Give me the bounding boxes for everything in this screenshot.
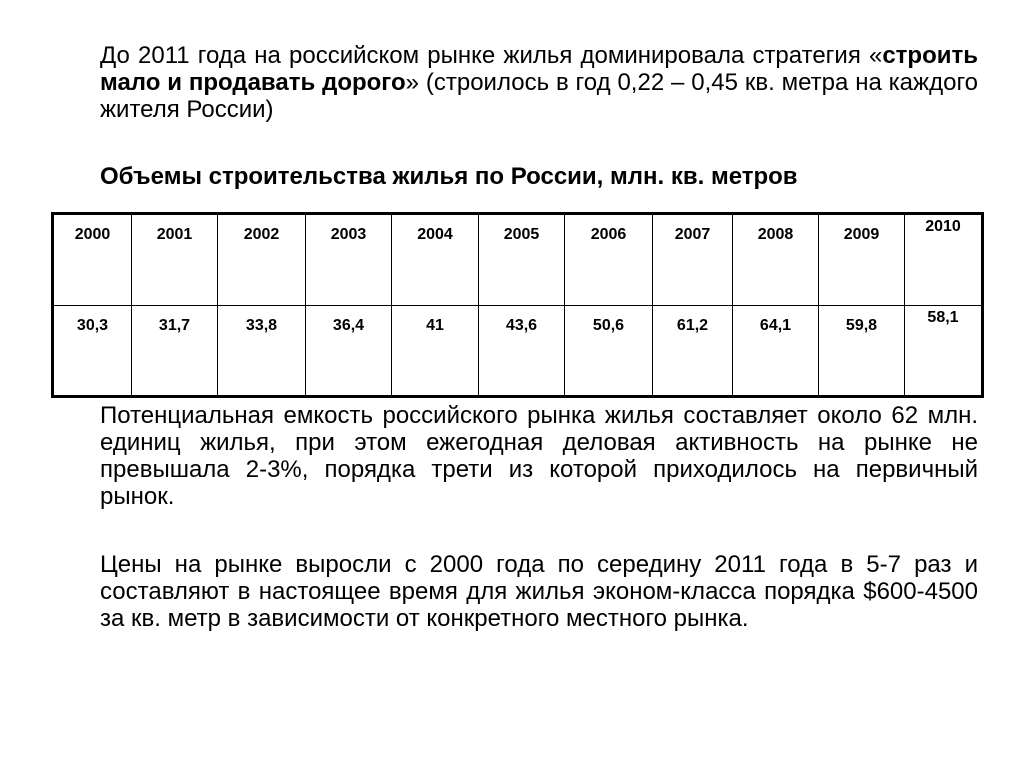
value-cell: 41 — [392, 306, 479, 397]
market-capacity-paragraph: Потенциальная емкость российского рынка жилья составляет около 62 млн. единиц жилья, при этом ежегодная деловая активность на рынке не превышала 2-3%, порядка трети из которой приходилось на первичный рынок. — [100, 402, 978, 510]
year-cell: 2006 — [565, 214, 653, 306]
value-row — [53, 306, 983, 397]
value-cell: 43,6 — [479, 306, 565, 397]
table-title: Объемы строительства жилья по России, млн. кв. метров — [100, 163, 798, 190]
value-cell: 50,6 — [565, 306, 653, 397]
value-cell: 31,7 — [132, 306, 218, 397]
year-cell: 2010 — [905, 214, 983, 306]
year-cell: 2000 — [53, 214, 132, 306]
year-cell: 2005 — [479, 214, 565, 306]
intro-text-before: До 2011 года на российском рынке жилья доминировала стратегия « — [100, 42, 883, 69]
year-cell: 2003 — [306, 214, 392, 306]
construction-volume-table — [51, 212, 984, 398]
value-cell: 61,2 — [653, 306, 733, 397]
year-cell: 2002 — [218, 214, 306, 306]
intro-paragraph — [100, 42, 978, 123]
value-cell: 33,8 — [218, 306, 306, 397]
year-cell: 2001 — [132, 214, 218, 306]
intro-strategy-emphasis: строить мало и продавать дорого — [100, 42, 978, 96]
prices-paragraph: Цены на рынке выросли с 2000 года по середину 2011 года в 5-7 раз и составляют в настоящее время для жилья эконом-класса порядка $600-4500 за кв. метр в зависимости от конкретного местного рынка. — [100, 551, 978, 632]
intro-text-after: » (строилось в год 0,22 – 0,45 кв. метра на каждого жителя России) — [100, 69, 979, 123]
value-cell: 58,1 — [905, 306, 983, 397]
year-cell: 2004 — [392, 214, 479, 306]
value-cell: 36,4 — [306, 306, 392, 397]
year-row — [53, 214, 983, 306]
year-cell: 2008 — [733, 214, 819, 306]
year-cell: 2009 — [819, 214, 905, 306]
value-cell: 30,3 — [53, 306, 132, 397]
value-cell: 64,1 — [733, 306, 819, 397]
year-cell: 2007 — [653, 214, 733, 306]
value-cell: 59,8 — [819, 306, 905, 397]
